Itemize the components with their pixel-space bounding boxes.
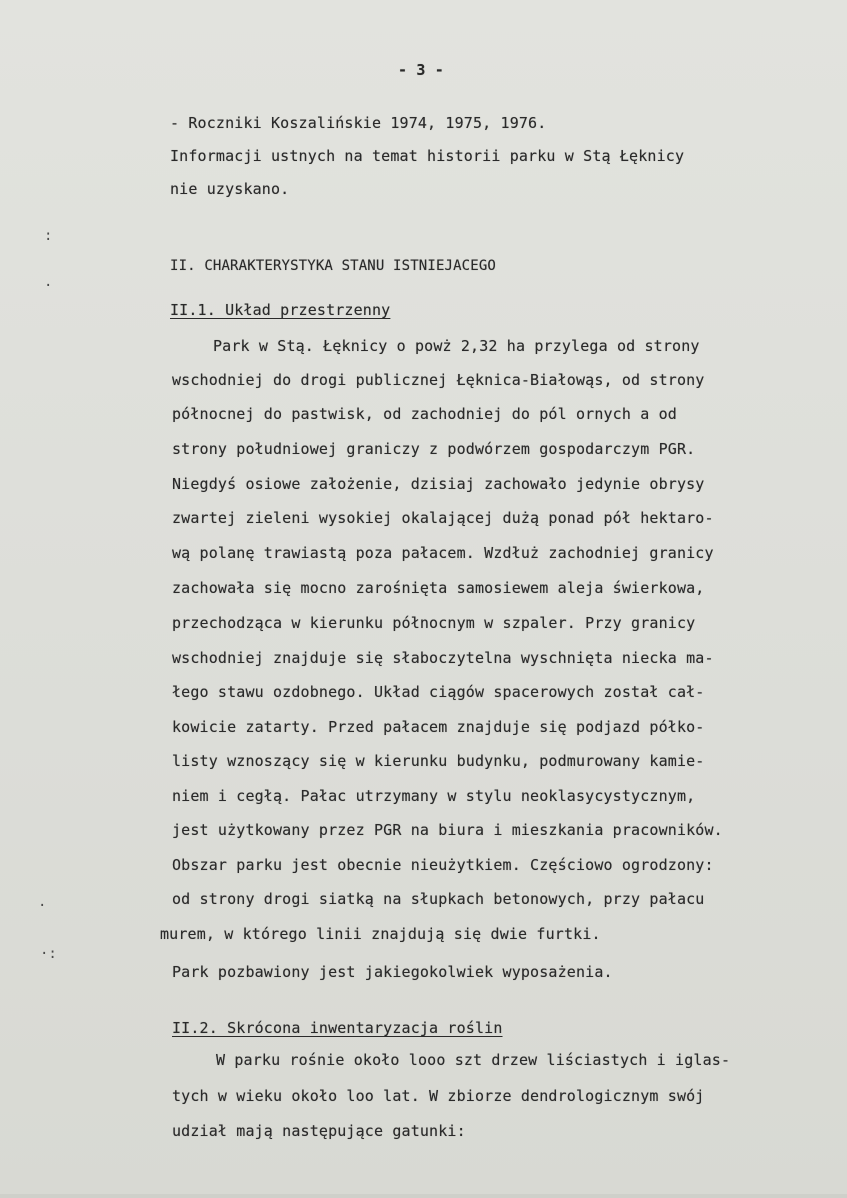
body-line: niem i cegłą. Pałac utrzymany w stylu neoklasycystycznym, (172, 787, 696, 805)
body-line: kowicie zatarty. Przed pałacem znajduje się podjazd półko- (172, 718, 705, 736)
body-line: listy wznoszący się w kierunku budynku, podmurowany kamie- (172, 752, 705, 770)
body-line: Park w Stą. Łęknicy o powż 2,32 ha przylega od strony (213, 337, 700, 355)
body-line: zwartej zieleni wysokiej okalającej dużą ponad pół hektaro- (172, 509, 714, 527)
body-line: łego stawu ozdobnego. Układ ciągów spacerowych został cał- (172, 683, 705, 701)
margin-speck: : (44, 228, 53, 244)
page-bottom-edge (0, 1194, 847, 1198)
body-line: Niegdyś osiowe założenie, dzisiaj zachowało jedynie obrysy (172, 475, 705, 493)
page-number: - 3 - (398, 61, 444, 79)
margin-speck: ·: (40, 946, 57, 962)
body-line: przechodząca w kierunku północnym w szpaler. Przy granicy (172, 614, 696, 632)
body-line: wschodniej znajduje się słaboczytelna wyschnięta niecka ma- (172, 649, 714, 667)
body-line: tych w wieku około loo lat. W zbiorze dendrologicznym swój (172, 1087, 705, 1105)
body-line: Park pozbawiony jest jakiegokolwiek wyposażenia. (172, 963, 613, 981)
body-line: wą polanę trawiastą poza pałacem. Wzdłuż zachodniej granicy (172, 544, 714, 562)
intro-line: - Roczniki Koszalińskie 1974, 1975, 1976. (170, 114, 547, 132)
body-line: murem, w którego linii znajdują się dwie furtki. (160, 925, 601, 943)
body-line: strony południowej graniczy z podwórzem gospodarczym PGR. (172, 440, 696, 458)
body-line: udział mają następujące gatunki: (172, 1122, 466, 1140)
body-line: W parku rośnie około looo szt drzew liściastych i iglas- (216, 1051, 731, 1069)
subsection-title: II.2. Skrócona inwentaryzacja roślin (172, 1019, 503, 1037)
body-line: od strony drogi siatką na słupkach betonowych, przy pałacu (172, 890, 705, 908)
margin-speck: · (44, 278, 53, 294)
body-line: północnej do pastwisk, od zachodniej do pól ornych a od (172, 405, 677, 423)
intro-line: nie uzyskano. (170, 180, 290, 198)
intro-line: Informacji ustnych na temat historii parku w Stą Łęknicy (170, 147, 685, 165)
margin-speck: · (38, 898, 47, 914)
body-line: zachowała się mocno zarośnięta samosiewem aleja świerkowa, (172, 579, 705, 597)
section-heading: II. CHARAKTERYSTYKA STANU ISTNIEJACEGO (170, 258, 496, 274)
body-line: jest użytkowany przez PGR na biura i mieszkania pracowników. (172, 821, 723, 839)
body-line: Obszar parku jest obecnie nieużytkiem. Częściowo ogrodzony: (172, 856, 714, 874)
subsection-title: II.1. Układ przestrzenny (170, 301, 391, 319)
body-line: wschodniej do drogi publicznej Łęknica-Białowąs, od strony (172, 371, 705, 389)
